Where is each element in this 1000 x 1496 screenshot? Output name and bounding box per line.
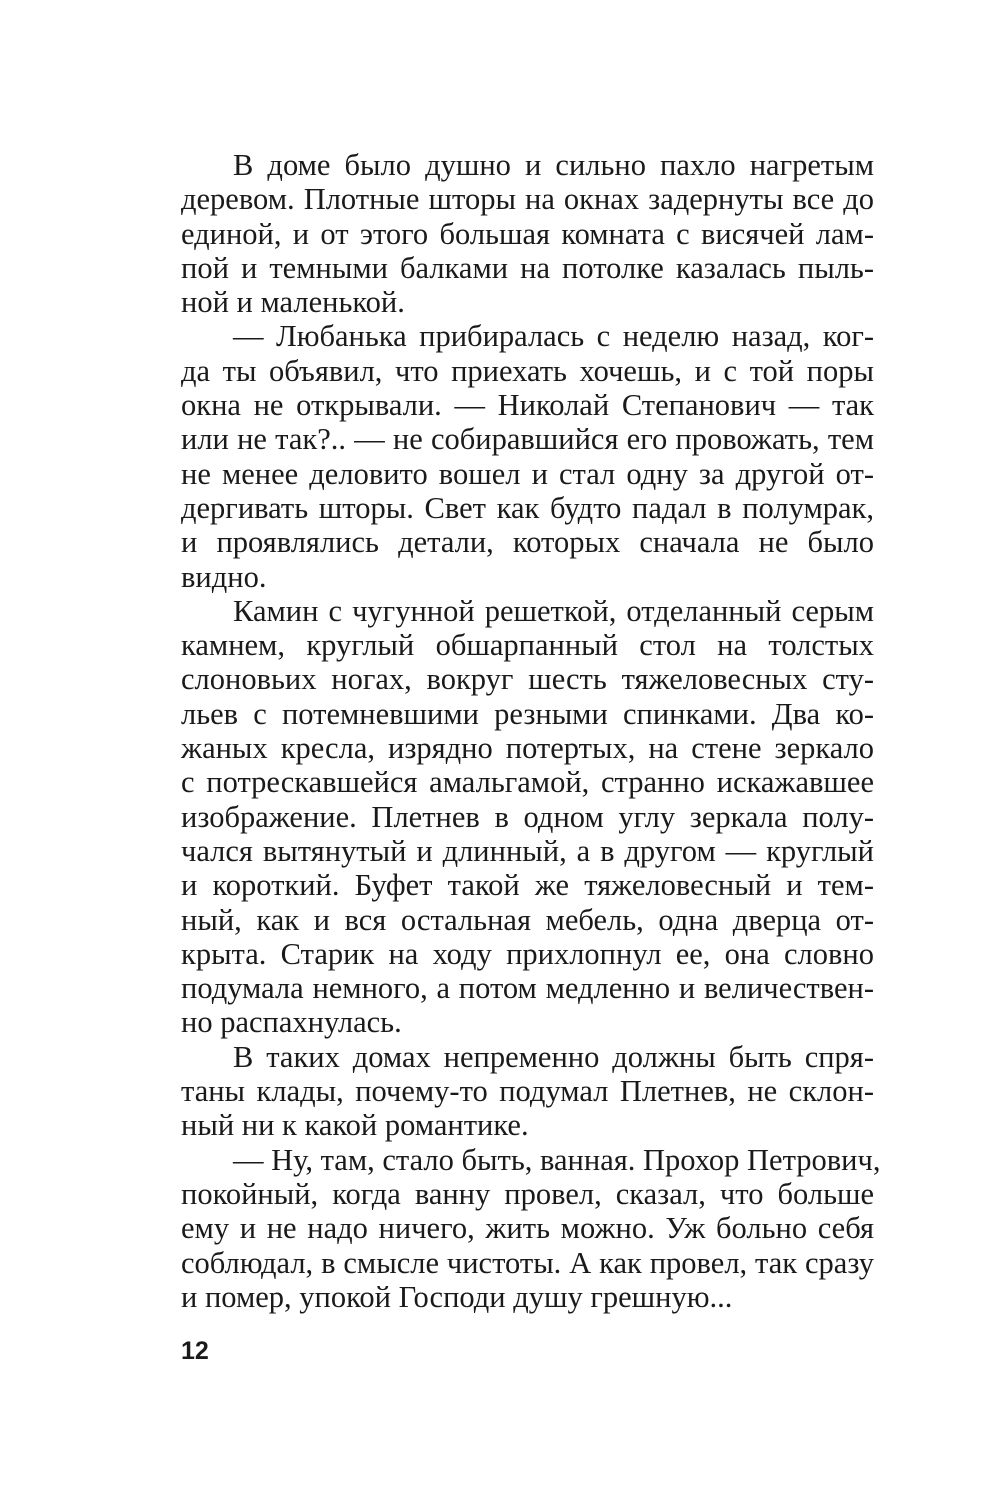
text-line: не менее деловито вошел и стал одну за другой от- bbox=[181, 456, 874, 491]
text-line: жаных кресла, изрядно потертых, на стене зеркало bbox=[181, 731, 874, 766]
text-line: — Любанька прибиралась с неделю назад, ког- bbox=[233, 319, 874, 354]
text-line: пой и темными балками на потолке казалась пыль- bbox=[181, 250, 874, 285]
text-line: Камин с чугунной решеткой, отделанный серым bbox=[233, 593, 874, 628]
text-line: — Ну, там, стало быть, ванная. Прохор Петрович, bbox=[233, 1142, 881, 1177]
text-line: В таких домах непременно должны быть спря- bbox=[233, 1039, 874, 1074]
text-line: таны клады, почему-то подумал Плетнев, не склон- bbox=[181, 1074, 874, 1109]
text-line: дергивать шторы. Свет как будто падал в полумрак, bbox=[181, 490, 874, 525]
text-line: видно. bbox=[181, 559, 267, 594]
text-line: ный, как и вся остальная мебель, одна дверца от- bbox=[181, 902, 874, 937]
text-line: и проявлялись детали, которых сначала не было bbox=[181, 525, 874, 560]
text-line: слоновьих ногах, вокруг шесть тяжеловесных сту- bbox=[181, 662, 874, 697]
text-line: камнем, круглый обшарпанный стол на толстых bbox=[181, 628, 874, 663]
text-line: крыта. Старик на ходу прихлопнул ее, она словно bbox=[181, 936, 874, 971]
text-line: и короткий. Буфет такой же тяжеловесный и тем- bbox=[181, 868, 874, 903]
text-line: да ты объявил, что приехать хочешь, и с той поры bbox=[181, 353, 874, 388]
page-number: 12 bbox=[181, 1337, 209, 1365]
text-line: соблюдал, в смысле чистоты. А как провел, так сразу bbox=[181, 1245, 874, 1280]
text-line: чался вытянутый и длинный, а в другом — круглый bbox=[181, 833, 874, 868]
text-line: льев с потемневшими резными спинками. Два ко- bbox=[181, 696, 874, 731]
text-line: ему и не надо ничего, жить можно. Уж больно себя bbox=[181, 1211, 874, 1246]
text-line: изображение. Плетнев в одном углу зеркала полу- bbox=[181, 799, 874, 834]
text-line: В доме было душно и сильно пахло нагретым bbox=[233, 148, 874, 182]
text-line: ный ни к какой романтике. bbox=[181, 1108, 529, 1143]
text-line: единой, и от этого большая комната с висячей лам- bbox=[181, 216, 874, 251]
text-line: но распахнулась. bbox=[181, 1005, 402, 1040]
text-line: или не так?.. — не собиравшийся его провожать, тем bbox=[181, 422, 874, 457]
body-text bbox=[181, 148, 881, 1314]
text-line: с потрескавшейся амальгамой, странно искажавшее bbox=[181, 765, 874, 800]
text-line: подумала немного, а потом медленно и величествен- bbox=[181, 971, 874, 1006]
text-line: ной и маленькой. bbox=[181, 285, 405, 320]
text-line: и помер, упокой Господи душу грешную... bbox=[181, 1279, 733, 1314]
text-line: деревом. Плотные шторы на окнах задернуты все до bbox=[181, 182, 874, 217]
text-line: окна не открывали. — Николай Степанович — так bbox=[181, 388, 874, 423]
text-line: покойный, когда ванну провел, сказал, что больше bbox=[181, 1176, 874, 1211]
